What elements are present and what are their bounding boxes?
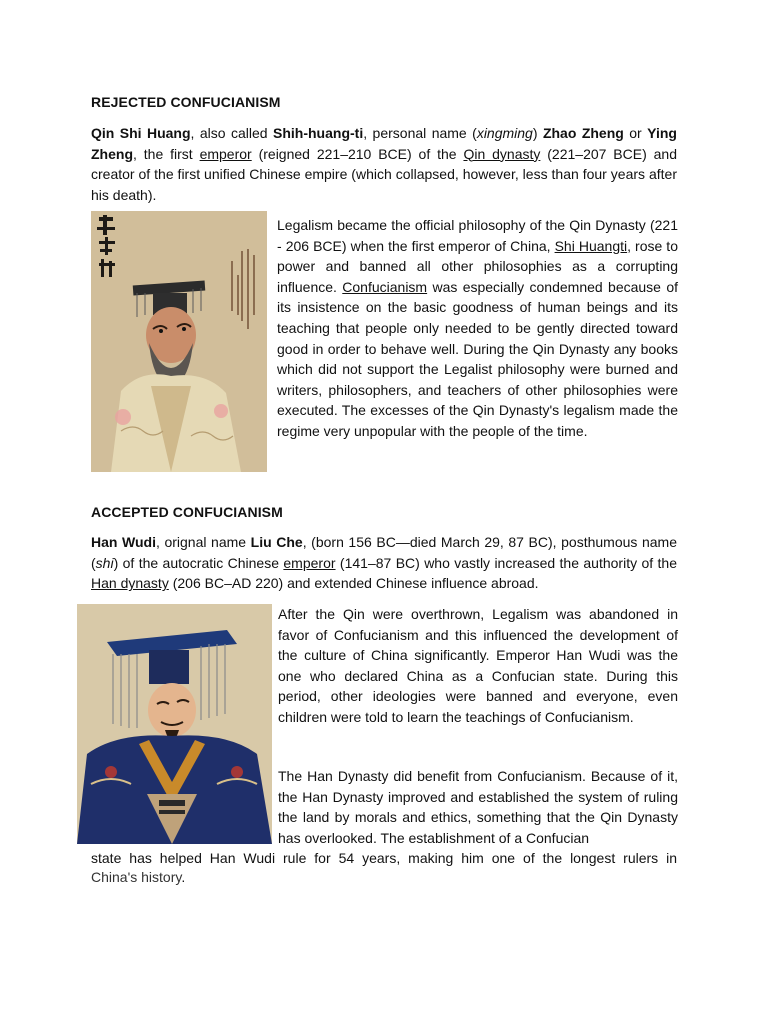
legalism-paragraph: Legalism became the official philosophy of the Qin Dynasty (221 - 206 BCE) when the first emperor of China, Shi Huangti, rose to power and banned all other philosophies as a corrupting influence. Confucianism was especially condemned because of its insistence on the basic goodness of human beings and its teaching that people only needed to be gently directed toward good in order to behave well. During the Qin Dynasty any books which did not support the Legalist philosophy were burned and writers, philosophers, and teachers of other philosophies were executed. The excesses of the Qin Dynasty's legalism made the regime very unpopular with the people of the time. — [277, 217, 678, 439]
han-benefit-ending: China's history. — [91, 869, 186, 885]
link-shi-huangti[interactable]: Shi Huangti — [554, 237, 628, 254]
name-han-wudi: Han Wudi — [91, 534, 156, 550]
link-qin-dynasty[interactable]: Qin dynasty — [463, 145, 541, 162]
han-benefit-paragraph: The Han Dynasty did benefit from Confucianism. Because of it, the Han Dynasty improved and established the system of ruling the land by morals and ethics, something that the Qin Dynasty has overlooked. The establishment of a Confucian — [278, 768, 678, 846]
han-benefit-continued: state has helped Han Wudi rule for 54 years, making him one of the longest rulers in — [91, 850, 677, 866]
link-confucianism[interactable]: Confucianism — [342, 278, 428, 295]
name-liu-che: Liu Che — [250, 534, 303, 550]
name-shih-huang-ti: Shih-huang-ti — [273, 125, 364, 141]
name-ying-zheng: Ying Zheng — [91, 125, 677, 162]
term-shi: shi — [95, 554, 114, 571]
han-intro-paragraph: Han Wudi, orignal name Liu Che, (born 156 BC—died March 29, 87 BC), posthumous name (shi) of the autocratic Chinese emperor (141–87 BC) who vastly increased the authority of the Han dynasty (206 BC–AD 220) and extended Chinese influence abroad. — [91, 534, 677, 592]
link-han-dynasty[interactable]: Han dynasty — [91, 575, 169, 592]
han-wudi-portrait — [77, 604, 272, 844]
section-heading-accepted: ACCEPTED CONFUCIANISM — [91, 504, 283, 520]
link-emperor[interactable]: emperor — [199, 145, 252, 162]
confucian-state-paragraph: After the Qin were overthrown, Legalism was abandoned in favor of Confucianism and this influenced the development of the culture of China significantly. Emperor Han Wudi was the one who declared China as a Confucian state. During this period, other ideologies were banned and everyone, even children were told to learn the teachings of Confucianism. — [278, 606, 678, 725]
link-emperor-2[interactable]: emperor — [283, 554, 336, 571]
section-heading-rejected: REJECTED CONFUCIANISM — [91, 94, 281, 110]
qin-intro-paragraph: Qin Shi Huang, also called Shih-huang-ti, personal name (xingming) Zhao Zheng or Ying Zheng, the first emperor (reigned 221–210 BCE) of the Qin dynasty (221–207 BCE) and creator of the first unified Chinese empire (which collapsed, however, less than four years after his death). — [91, 125, 677, 203]
qin-shi-huang-portrait — [91, 211, 267, 472]
term-xingming: xingming — [476, 125, 533, 141]
name-zhao-zheng: Zhao Zheng — [542, 125, 624, 141]
name-qin-shi-huang: Qin Shi Huang — [91, 125, 191, 141]
